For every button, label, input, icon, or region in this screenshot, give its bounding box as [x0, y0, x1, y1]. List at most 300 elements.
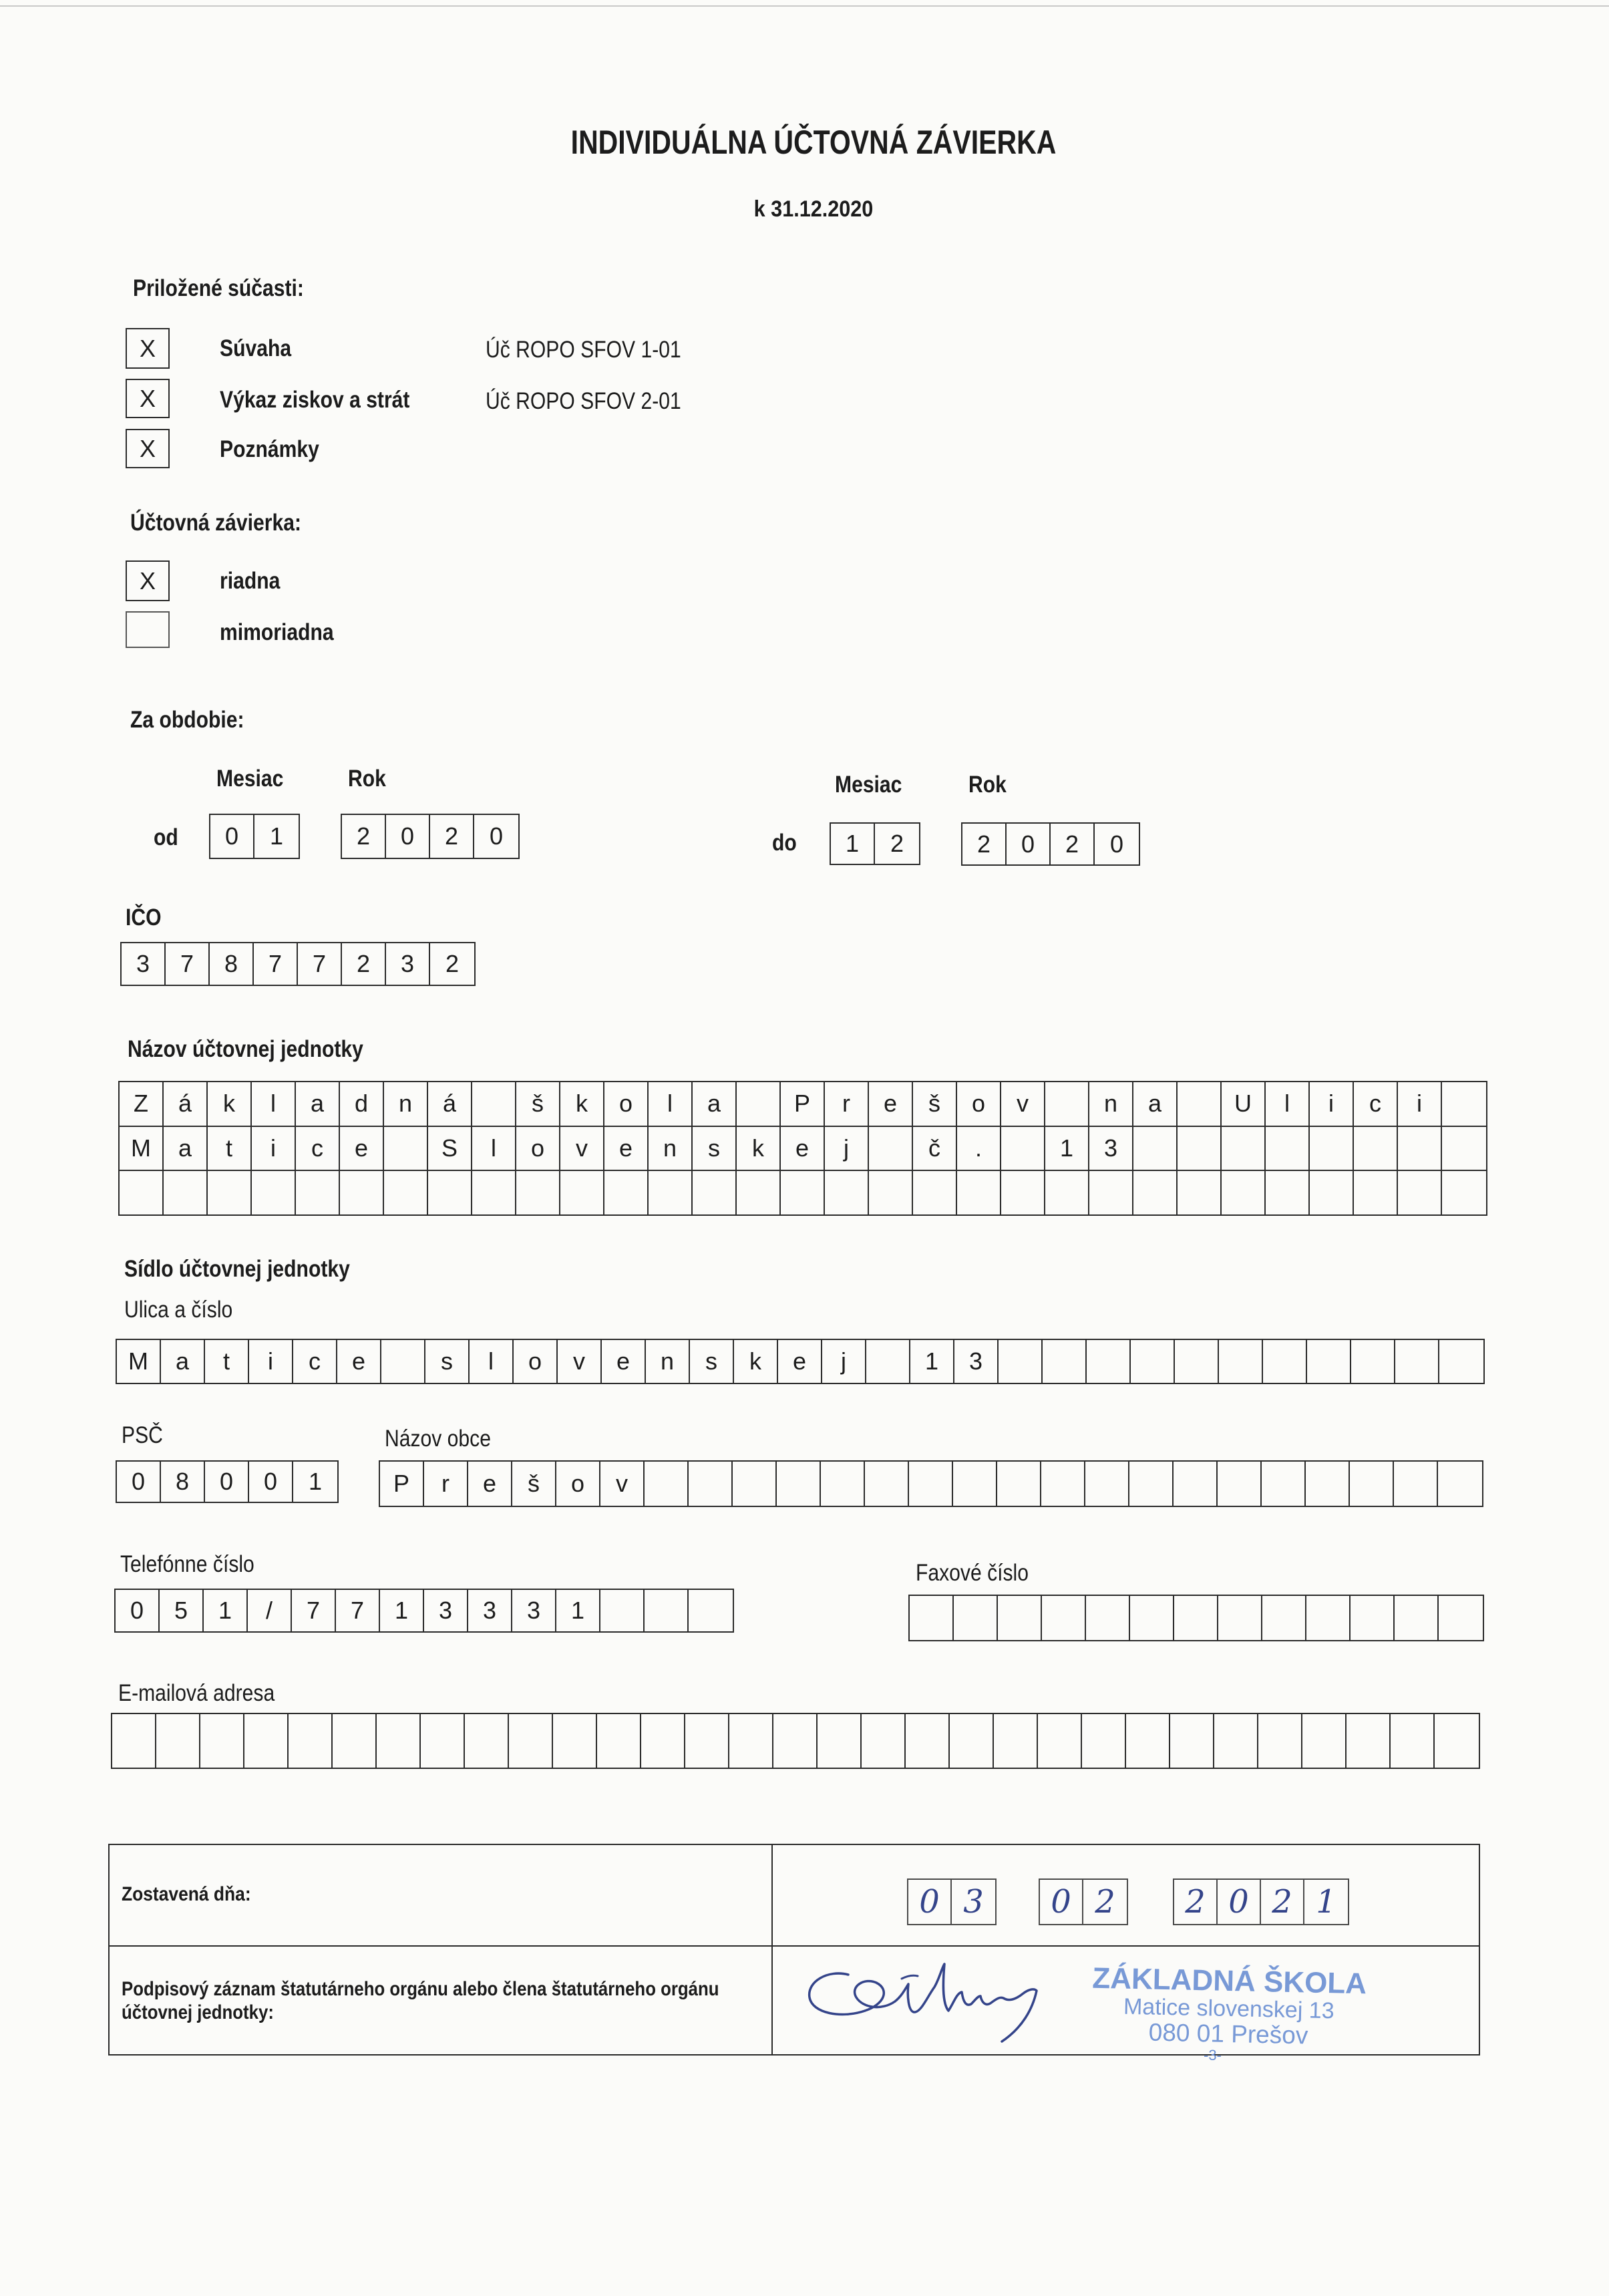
psc-cell: 0 [249, 1462, 293, 1502]
entity-name-cell [1178, 1127, 1222, 1170]
city-cell [1350, 1462, 1394, 1506]
city-cell [1129, 1462, 1174, 1506]
city-cell [1041, 1462, 1085, 1506]
entity-name-cell: a [1133, 1082, 1178, 1126]
entity-name-cell: e [340, 1127, 384, 1170]
entity-name-cell: . [957, 1127, 1001, 1170]
entity-name-cell [1398, 1171, 1442, 1214]
city-cell [1394, 1462, 1438, 1506]
email-cell [1126, 1714, 1170, 1768]
entity-name-cell: k [737, 1127, 781, 1170]
entity-name-cell [384, 1127, 428, 1170]
entity-name-cell: l [649, 1082, 693, 1126]
entity-name-cell [957, 1171, 1001, 1214]
email-cell [1435, 1714, 1479, 1768]
street-cell: t [205, 1340, 249, 1383]
entity-name-cell [1442, 1127, 1486, 1170]
city-cell [1085, 1462, 1129, 1506]
entity-name-cell [1133, 1171, 1178, 1214]
fax-cell [1306, 1596, 1351, 1640]
document-title: INDIVIDUÁLNA ÚČTOVNÁ ZÁVIERKA [570, 124, 1057, 161]
to-year-field [961, 822, 1140, 866]
seat-heading: Sídlo účtovnej jednotky [124, 1256, 350, 1282]
phone-cell: 1 [556, 1590, 600, 1631]
psc-cell: 8 [161, 1462, 205, 1502]
email-cell [1302, 1714, 1347, 1768]
city-cell: r [424, 1462, 468, 1506]
city-cell [821, 1462, 865, 1506]
entity-name-cell [120, 1171, 164, 1214]
phone-cell: 3 [512, 1590, 556, 1631]
checkbox-riadna: X [126, 560, 170, 601]
entity-name-cell [1133, 1127, 1178, 1170]
compiled-year-cell: 1 [1316, 1883, 1336, 1921]
street-cell [1219, 1340, 1263, 1383]
to-month-label: Mesiac [835, 772, 902, 798]
phone-cell [600, 1590, 645, 1631]
ico-cell: 7 [298, 943, 342, 985]
checkbox-mimoriadna [126, 611, 170, 648]
entity-name-cell: 3 [1089, 1127, 1133, 1170]
entity-name-cell: r [825, 1082, 869, 1126]
email-cell [112, 1714, 156, 1768]
entity-name-label: Názov účtovnej jednotky [128, 1036, 363, 1062]
email-cell [994, 1714, 1038, 1768]
street-cell: 1 [910, 1340, 954, 1383]
street-cell: v [558, 1340, 602, 1383]
ico-cell: 7 [166, 943, 210, 985]
from-month-label: Mesiac [216, 766, 284, 792]
email-cell [465, 1714, 509, 1768]
street-cell [1263, 1340, 1307, 1383]
entity-name-cell [472, 1171, 516, 1214]
entity-name-cell: š [516, 1082, 560, 1126]
compiled-month-field [1039, 1878, 1128, 1925]
email-cell [553, 1714, 597, 1768]
email-cell [685, 1714, 729, 1768]
entity-name-cell: s [693, 1127, 737, 1170]
from-label: od [154, 824, 178, 850]
email-cell [289, 1714, 333, 1768]
to-year-row [962, 824, 1139, 864]
entity-name-cell: n [1089, 1082, 1133, 1126]
entity-name-cell [1310, 1171, 1354, 1214]
stamp-line3: 080 01 Prešov [1148, 2018, 1308, 2049]
street-cell: e [337, 1340, 381, 1383]
fax-cell [1130, 1596, 1174, 1640]
street-field [116, 1339, 1485, 1384]
entity-name-cell [252, 1171, 296, 1214]
phone-cell: 1 [380, 1590, 424, 1631]
entity-name-row [120, 1126, 1486, 1170]
ico-cell: 3 [122, 943, 166, 985]
entity-name-cell [1310, 1127, 1354, 1170]
compiled-month-cell: 0 [1040, 1880, 1083, 1924]
email-cell [1038, 1714, 1082, 1768]
to-year-label: Rok [968, 772, 1007, 798]
entity-name-cell [1222, 1171, 1266, 1214]
compiled-day-field [907, 1878, 997, 1925]
phone-cell: 7 [336, 1590, 380, 1631]
entity-name-cell: v [560, 1127, 604, 1170]
signature-table-column-divider [771, 1844, 773, 2056]
city-cell [1174, 1462, 1218, 1506]
entity-name-row [120, 1082, 1486, 1126]
signature-stroke [810, 1964, 1037, 2041]
attachment-code-suvaha: Úč ROPO SFOV 1-01 [486, 337, 681, 363]
ico-row [122, 943, 474, 985]
city-cell [997, 1462, 1041, 1506]
scan-edge-line [0, 5, 1609, 7]
signature-table-row-divider [108, 1945, 1480, 1947]
email-cell [509, 1714, 553, 1768]
street-label: Ulica a číslo [124, 1297, 233, 1323]
street-cell: e [778, 1340, 822, 1383]
street-cell: a [161, 1340, 205, 1383]
compiled-date-label: Zostavená dňa: [122, 1883, 251, 1905]
phone-cell: 0 [116, 1590, 160, 1631]
fax-cell [1439, 1596, 1483, 1640]
phone-cell: 3 [468, 1590, 512, 1631]
email-cell [773, 1714, 818, 1768]
to-month-field [830, 822, 920, 865]
attachment-label-poznamky: Poznámky [220, 436, 319, 462]
entity-name-cell [913, 1171, 957, 1214]
street-cell [1351, 1340, 1395, 1383]
signature-stroke [902, 1975, 918, 1979]
entity-name-cell [1178, 1171, 1222, 1214]
fax-cell [954, 1596, 998, 1640]
email-cell [1214, 1714, 1258, 1768]
street-cell: M [117, 1340, 161, 1383]
email-cell [906, 1714, 950, 1768]
city-cell [733, 1462, 777, 1506]
entity-name-cell [428, 1171, 472, 1214]
signature-label-line1: Podpisový záznam štatutárneho orgánu alebo člena štatutárneho orgánu [122, 1978, 719, 2000]
from-year-field [341, 814, 520, 859]
fax-cell [1262, 1596, 1306, 1640]
to-year-cell: 2 [1051, 824, 1095, 864]
city-label: Názov obce [385, 1426, 491, 1452]
entity-name-cell: á [428, 1082, 472, 1126]
from-year-cell: 2 [342, 815, 386, 858]
psc-cell: 1 [308, 1468, 323, 1495]
option-label-mimoriadna: mimoriadna [220, 619, 334, 645]
street-cell [381, 1340, 425, 1383]
from-year-cell: 2 [430, 815, 474, 858]
ico-label: IČO [126, 905, 162, 931]
phone-cell: 7 [292, 1590, 336, 1631]
street-cell [1175, 1340, 1219, 1383]
street-row [117, 1340, 1483, 1383]
entity-name-cell: U [1222, 1082, 1266, 1126]
fax-cell [1351, 1596, 1395, 1640]
city-cell [865, 1462, 909, 1506]
from-year-row [342, 815, 518, 858]
compiled-day-row [908, 1880, 995, 1924]
entity-name-cell [340, 1171, 384, 1214]
entity-name-cell: e [869, 1082, 913, 1126]
entity-name-cell: P [781, 1082, 825, 1126]
entity-name-cell: e [604, 1127, 649, 1170]
email-cell [950, 1714, 994, 1768]
psc-row [117, 1462, 337, 1502]
email-cell [200, 1714, 244, 1768]
ico-cell: 2 [342, 943, 386, 985]
entity-name-cell [693, 1171, 737, 1214]
psc-label: PSČ [122, 1422, 163, 1448]
fax-cell [998, 1596, 1042, 1640]
entity-name-cell [208, 1171, 252, 1214]
email-cell [862, 1714, 906, 1768]
street-cell [1087, 1340, 1131, 1383]
stamp-line1: ZÁKLADNÁ ŠKOLA [1091, 1961, 1367, 2001]
entity-name-cell [472, 1082, 516, 1126]
entity-name-cell: a [164, 1127, 208, 1170]
street-cell [1439, 1340, 1483, 1383]
option-label-riadna: riadna [220, 568, 281, 594]
entity-name-cell: i [1310, 1082, 1354, 1126]
entity-name-cell [516, 1171, 560, 1214]
entity-name-cell: i [1398, 1082, 1442, 1126]
fax-field [908, 1595, 1484, 1641]
entity-name-cell: l [472, 1127, 516, 1170]
email-cell [818, 1714, 862, 1768]
compiled-month-cell: 2 [1095, 1883, 1115, 1921]
phone-cell: / [248, 1590, 292, 1631]
entity-name-cell [296, 1171, 340, 1214]
entity-name-cell: Z [120, 1082, 164, 1126]
city-cell [1262, 1462, 1306, 1506]
entity-name-cell [1222, 1127, 1266, 1170]
entity-name-cell [604, 1171, 649, 1214]
entity-name-cell: e [781, 1127, 825, 1170]
email-label: E-mailová adresa [118, 1680, 275, 1706]
entity-name-cell [869, 1171, 913, 1214]
city-cell [1306, 1462, 1350, 1506]
phone-cell [645, 1590, 689, 1631]
phone-row [116, 1590, 733, 1631]
handwritten-signature [801, 1949, 1055, 2049]
fax-cell [1042, 1596, 1086, 1640]
entity-name-cell: 1 [1045, 1127, 1089, 1170]
city-cell: P [380, 1462, 424, 1506]
city-cell: o [556, 1462, 600, 1506]
street-cell [999, 1340, 1043, 1383]
entity-name-cell [1089, 1171, 1133, 1214]
entity-name-cell [1442, 1171, 1486, 1214]
compiled-day-cell: 3 [963, 1883, 984, 1921]
street-cell [1307, 1340, 1351, 1383]
street-cell: o [514, 1340, 558, 1383]
to-year-cell: 2 [962, 824, 1007, 864]
to-month-cell: 2 [890, 830, 904, 857]
compiled-year-cell: 2 [1174, 1880, 1218, 1924]
page-number: -3- [1204, 2047, 1222, 2064]
email-cell [1258, 1714, 1302, 1768]
phone-label: Telefónne číslo [120, 1551, 254, 1577]
entity-name-cell: č [913, 1127, 957, 1170]
email-field [111, 1713, 1480, 1769]
attachment-code-vykaz: Úč ROPO SFOV 2-01 [486, 388, 681, 414]
checkbox-suvaha: X [126, 328, 170, 369]
fax-cell [1086, 1596, 1130, 1640]
email-cell [1170, 1714, 1214, 1768]
entity-name-cell: o [957, 1082, 1001, 1126]
entity-name-row [120, 1170, 1486, 1214]
entity-name-cell: á [164, 1082, 208, 1126]
email-cell [421, 1714, 465, 1768]
entity-name-cell: c [296, 1127, 340, 1170]
entity-name-cell: n [649, 1127, 693, 1170]
city-cell [777, 1462, 821, 1506]
city-cell: š [512, 1462, 556, 1506]
city-row [380, 1462, 1482, 1506]
entity-name-cell: t [208, 1127, 252, 1170]
street-cell: l [470, 1340, 514, 1383]
to-label: do [772, 830, 797, 856]
checkbox-poznamky: X [126, 429, 170, 468]
street-cell: s [690, 1340, 734, 1383]
entity-name-cell: š [913, 1082, 957, 1126]
compiled-day-cell: 0 [908, 1880, 952, 1924]
document-date-line: k 31.12.2020 [753, 196, 874, 222]
fax-cell [1395, 1596, 1439, 1640]
entity-name-cell: o [516, 1127, 560, 1170]
entity-name-cell [737, 1171, 781, 1214]
from-month-field [209, 814, 300, 859]
entity-name-cell [164, 1171, 208, 1214]
attachment-label-vykaz: Výkaz ziskov a strát [220, 387, 410, 413]
entity-name-cell [869, 1127, 913, 1170]
phone-field [114, 1589, 734, 1633]
street-cell: 3 [954, 1340, 999, 1383]
signature-label-line2: účtovnej jednotky: [122, 2001, 274, 2023]
to-month-cell: 1 [831, 824, 875, 864]
compiled-year-field [1173, 1878, 1349, 1925]
city-cell: v [600, 1462, 645, 1506]
compiled-year-cell: 2 [1261, 1880, 1304, 1924]
entity-name-cell [1398, 1127, 1442, 1170]
street-cell: e [602, 1340, 646, 1383]
email-cell [1347, 1714, 1391, 1768]
psc-field [116, 1460, 339, 1503]
ico-cell: 7 [254, 943, 298, 985]
entity-name-cell: c [1354, 1082, 1398, 1126]
email-cell [244, 1714, 289, 1768]
entity-name-cell [1354, 1171, 1398, 1214]
street-cell [1043, 1340, 1087, 1383]
entity-name-cell [649, 1171, 693, 1214]
compiled-year-cell: 0 [1218, 1880, 1261, 1924]
phone-cell: 5 [160, 1590, 204, 1631]
entity-name-cell [1001, 1171, 1045, 1214]
entity-name-cell [1045, 1171, 1089, 1214]
email-cell [1391, 1714, 1435, 1768]
city-cell [953, 1462, 997, 1506]
psc-cell: 0 [117, 1462, 161, 1502]
entity-name-cell: k [560, 1082, 604, 1126]
from-month-cell: 1 [269, 822, 284, 850]
compiled-year-row [1174, 1880, 1348, 1924]
email-row [112, 1714, 1479, 1768]
street-cell: i [249, 1340, 293, 1383]
ico-field [120, 942, 476, 986]
email-cell [333, 1714, 377, 1768]
street-cell: k [734, 1340, 778, 1383]
city-cell [1218, 1462, 1262, 1506]
to-year-cell: 0 [1109, 830, 1124, 858]
entity-name-cell [1001, 1127, 1045, 1170]
statement-type-heading: Účtovná závierka: [130, 510, 301, 536]
fax-cell [910, 1596, 954, 1640]
from-month-cell: 0 [210, 815, 254, 858]
phone-cell: 1 [204, 1590, 248, 1631]
entity-name-cell [384, 1171, 428, 1214]
email-cell [729, 1714, 773, 1768]
street-cell: c [293, 1340, 337, 1383]
phone-cell: 3 [424, 1590, 468, 1631]
entity-name-cell [1442, 1082, 1486, 1126]
fax-row [910, 1596, 1483, 1640]
email-cell [641, 1714, 685, 1768]
attachments-heading: Priložené súčasti: [133, 275, 304, 301]
from-month-row [210, 815, 299, 858]
fax-label: Faxové číslo [916, 1560, 1029, 1586]
entity-name-cell: o [604, 1082, 649, 1126]
email-cell [597, 1714, 641, 1768]
checkbox-vykaz: X [126, 379, 170, 418]
entity-name-cell: k [208, 1082, 252, 1126]
entity-name-cell [560, 1171, 604, 1214]
entity-name-cell: M [120, 1127, 164, 1170]
from-year-cell: 0 [489, 822, 504, 850]
street-cell: s [425, 1340, 470, 1383]
entity-name-cell [781, 1171, 825, 1214]
period-heading: Za obdobie: [130, 707, 244, 733]
city-cell [1438, 1462, 1482, 1506]
entity-name-cell [737, 1082, 781, 1126]
street-cell [866, 1340, 910, 1383]
entity-name-field [118, 1081, 1487, 1216]
street-cell: n [646, 1340, 690, 1383]
ico-cell: 2 [445, 950, 460, 977]
fax-cell [1174, 1596, 1218, 1640]
entity-name-cell: i [252, 1127, 296, 1170]
entity-name-cell: S [428, 1127, 472, 1170]
entity-name-cell: v [1001, 1082, 1045, 1126]
entity-name-cell [1354, 1127, 1398, 1170]
compiled-month-row [1040, 1880, 1127, 1924]
to-month-row [831, 824, 919, 864]
ico-cell: 3 [386, 943, 430, 985]
email-cell [1082, 1714, 1126, 1768]
phone-cell [689, 1590, 733, 1631]
entity-name-cell [1266, 1171, 1310, 1214]
street-cell: j [822, 1340, 866, 1383]
city-cell [689, 1462, 733, 1506]
city-cell: e [468, 1462, 512, 1506]
attachment-label-suvaha: Súvaha [220, 335, 292, 361]
street-cell [1131, 1340, 1175, 1383]
entity-name-cell: l [1266, 1082, 1310, 1126]
street-cell [1395, 1340, 1439, 1383]
entity-name-cell [1045, 1082, 1089, 1126]
city-cell [909, 1462, 953, 1506]
fax-cell [1218, 1596, 1262, 1640]
stamp-line2: Matice slovenskej 13 [1123, 1993, 1335, 2024]
from-year-cell: 0 [386, 815, 430, 858]
